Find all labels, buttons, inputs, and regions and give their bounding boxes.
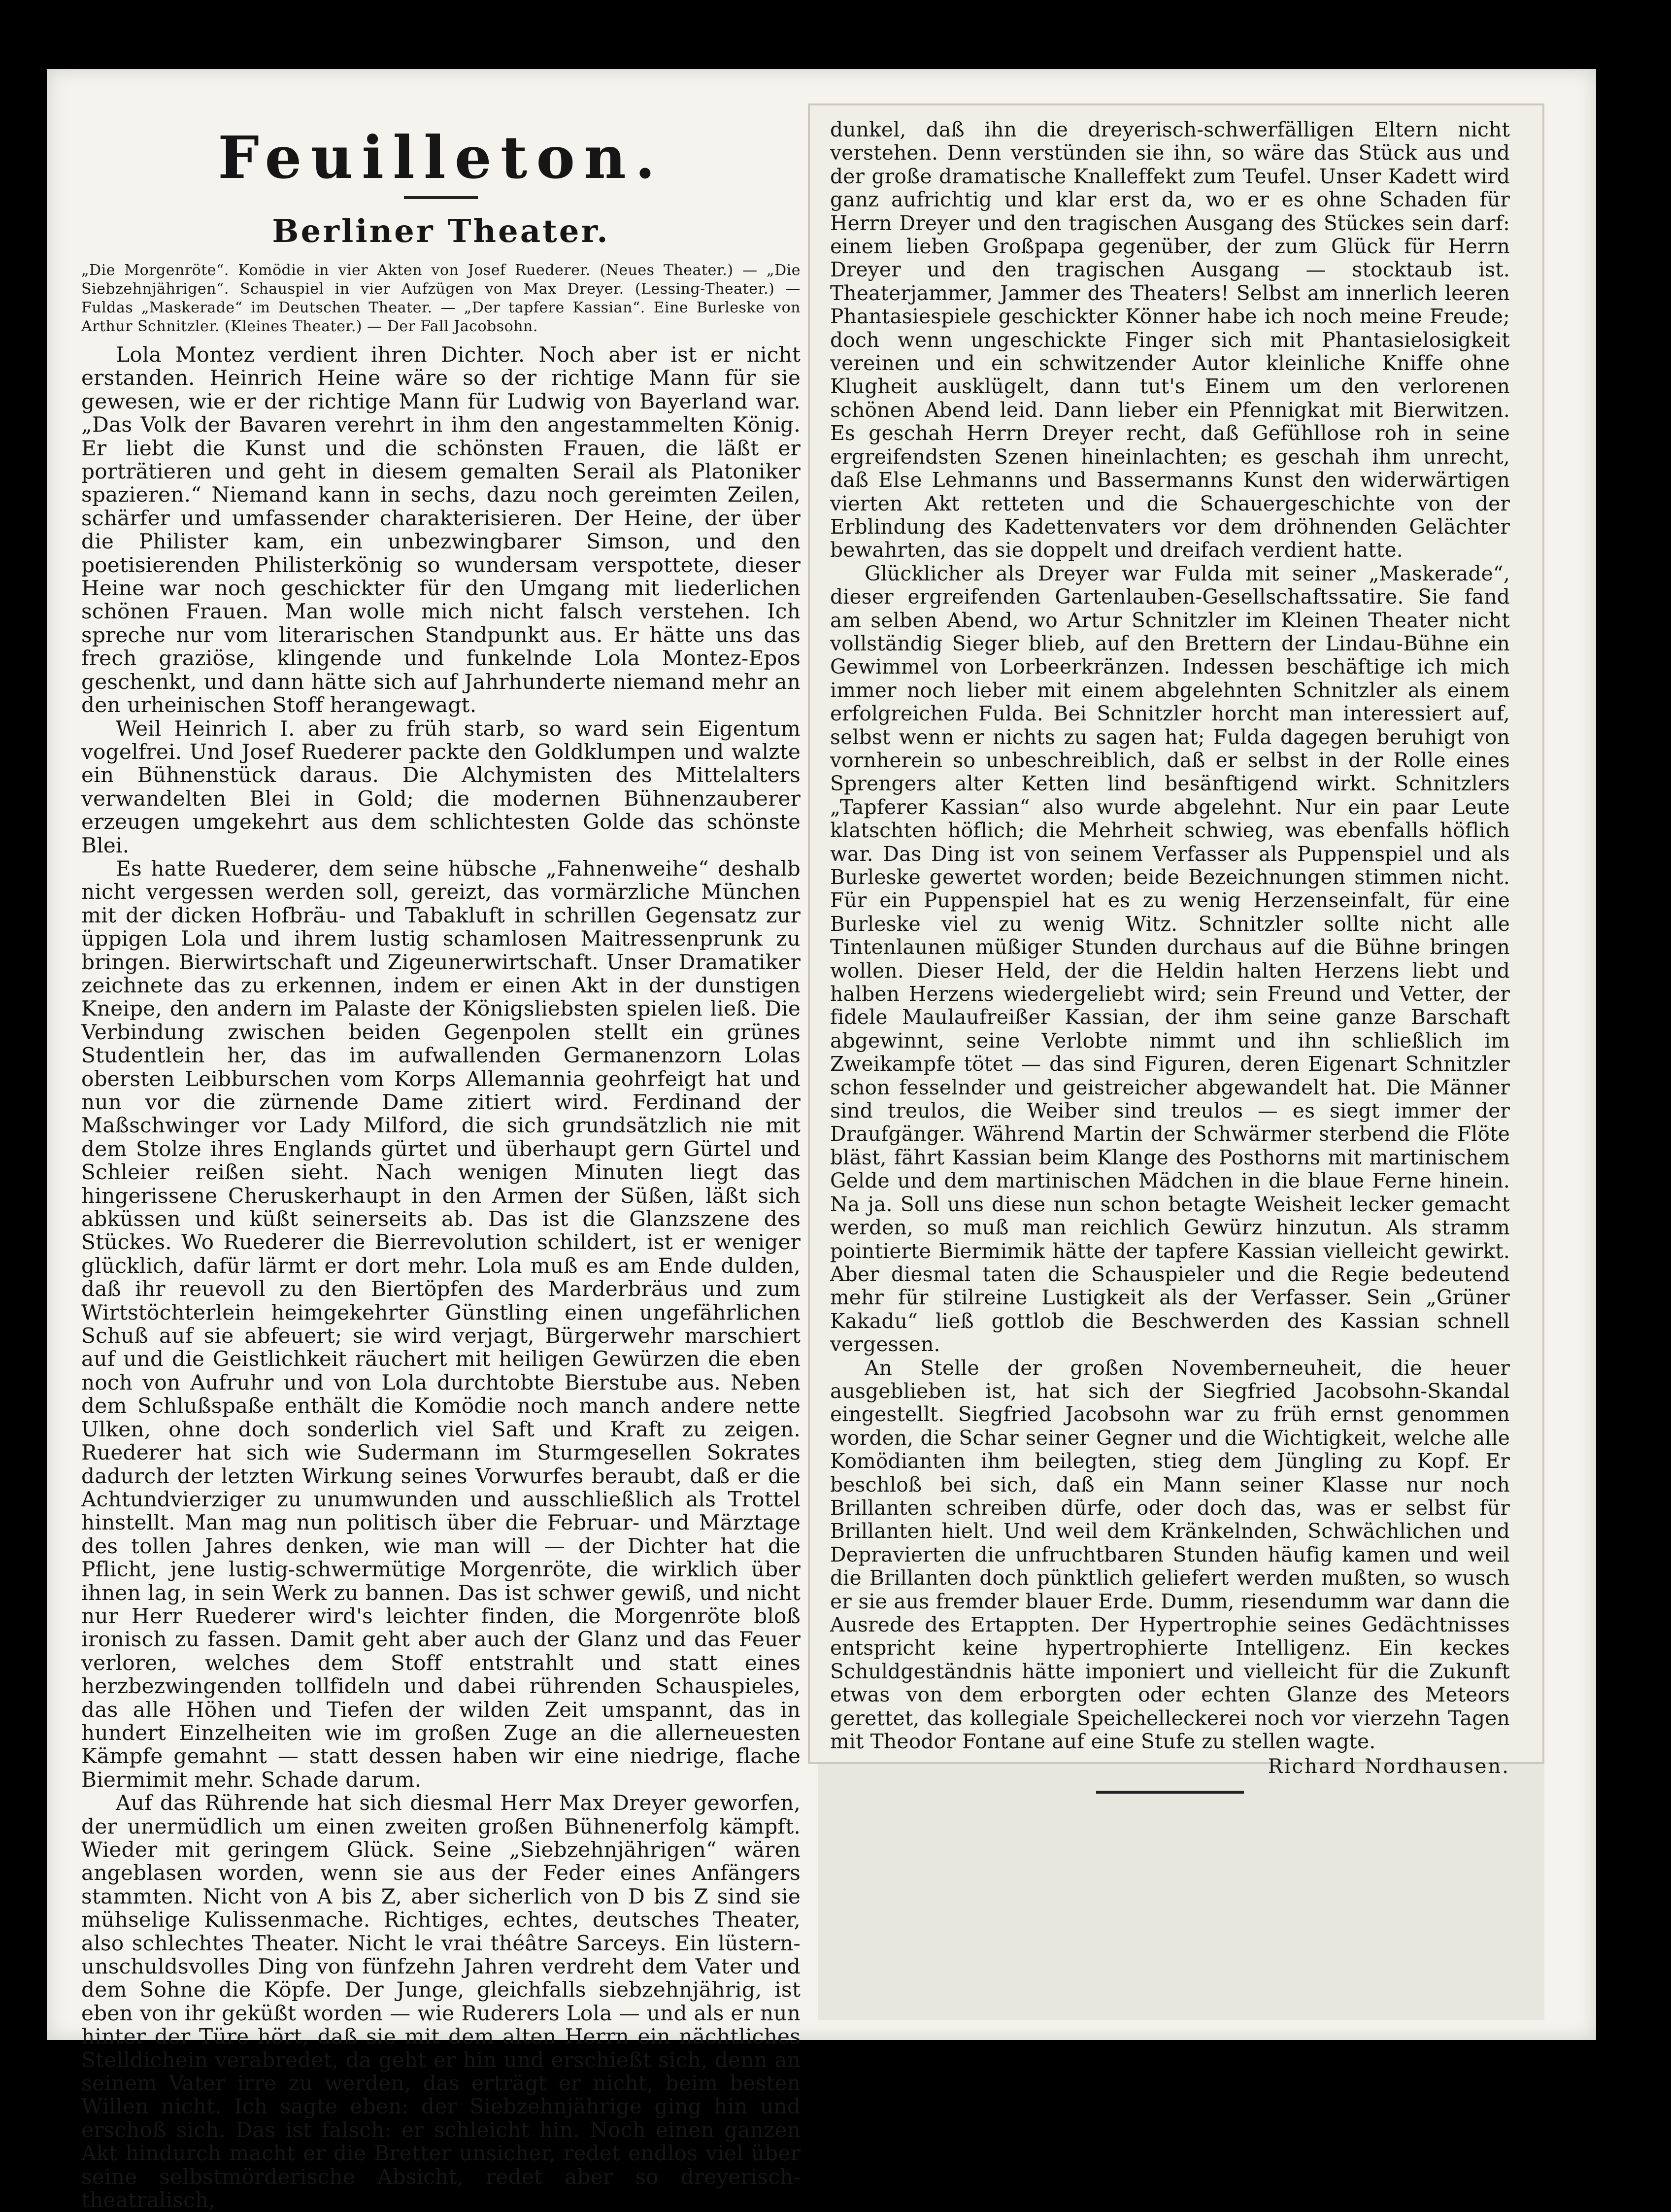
paragraph: Es hatte Ruederer, dem seine hübsche „Fahnenweihe“ deshalb nicht vergessen werden soll, gereizt, das vormärzliche München mit der dicken Hofbräu- und Tabakluft in schrillen Gegensatz zur üppigen Lola und ihrem lustig schamlosen Maitressenprunk zu bringen. Bierwirtschaft und Zigeunerwirtschaft. Unser Dramatiker zeichnete das zu erkennen, indem er einen Akt in der dunstigen Kneipe, den andern im Palaste der Königsliebsten spielen ließ. Die Verbindung zwischen beiden Gegenpolen stellt ein grünes Studentlein her, das im aufwallenden Germanenzorn Lolas obersten Leibburschen vom Korps Allemannia geohrfeigt hat und nun vor die zürnende Dame zitiert wird. Ferdinand der Maßschwinger vor Lady Milford, die sich grundsätzlich nie mit dem Stolze ihres Englands gürtet und überhaupt gern Gürtel und Schleier reißen sieht. Nach wenigen Minuten liegt das hingerissene Cheruskerhaupt in den Armen der Süßen, läßt sich abküssen und küßt seinerseits ab. Das ist die Glanzszene des Stückes. Wo Ruederer die Bierrevolution schildert, ist er weniger glücklich, dafür lärmt er dort mehr. Lola muß es am Ende dulden, daß ihr reuevoll zu den Biertöpfen des Marderbräus und zum Wirtstöchterlein heimgekehrter Günstling einen ungefährlichen Schuß auf sie abfeuert; sie wird verjagt, Bürgerwehr marschiert auf und die Geistlichkeit räuchert mit heiligen Gewürzen die eben noch von Aufruhr und von Lola durchtobte Bierstube aus. Neben dem Schlußspaße enthält die Komödie noch manch andere nette Ulken, ohne doch sonderlich viel Saft und Kraft zu zeigen. Ruederer hat sich wie Sudermann im Sturmgesellen Sokrates dadurch der letzten Wirkung seines Vorwurfes beraubt, daß er die Achtundvierziger zu unumwunden und ausschließlich als Trottel hinstellt. Man mag nun politisch über die Februar- und Märztage des tollen Jahres denken, wie man will — der Dichter hat die Pflicht, jene lustig-schwermütige Morgenröte, die wirklich über ihnen lag, in sein Werk zu bannen. Das ist schwer gewiß, und nicht nur Herr Ruederer wird's leichter finden, die Morgenröte bloß ironisch zu fassen. Damit geht aber auch der Glanz und das Feuer verloren, welches dem Stoff entstrahlt und statt eines herzbezwingenden tollfideln und dabei rührenden Schauspieles, das alle Höhen und Tiefen der wilden Zeit umspannt, das in hundert Einzelheiten wie im großen Zuge an die allerneuesten Kämpfe gemahnt — statt dessen haben wir eine niedrige, flache Biermimit mehr. Schade darum. (81, 856, 801, 1792)
paragraph: dunkel, daß ihn die dreyerisch-schwerfälligen Eltern nicht verstehen. Denn verstünden sie ihn, so wäre das Stück aus und der große dramatische Knalleffekt zum Teufel. Unser Kadett wird ganz aufrichtig und klar erst da, wo er es ohne Schaden für Herrn Dreyer und den tragischen Ausgang des Stückes sein darf: einem lieben Großpapa gegenüber, der zum Glück für Herrn Dreyer und den tragischen Ausgang — stocktaub ist. Theaterjammer, Jammer des Theaters! Selbst am innerlich leeren Phantasiespiele geschickter Könner habe ich noch meine Freude; doch wenn ungeschickte Finger sich mit Phantasielosigkeit vereinen und ein schwitzender Autor kleinliche Kniffe ohne Klugheit ausklügelt, dann tut's Einem um den verlorenen schönen Abend leid. Dann lieber ein Pfennigkat mit Bierwitzen. Es geschah Herrn Dreyer recht, daß Gefühllose roh in seine ergreifendsten Szenen hineinlachten; es geschah ihm unrecht, daß Else Lehmanns und Bassermanns Kunst den widerwärtigen vierten Akt retteten und die Schauergeschichte von der Erblindung des Kadettenvaters vor dem dröhnenden Gelächter bewahrten, das sie doppelt und dreifach verdient hatte. (830, 118, 1510, 562)
masthead-rule (404, 196, 478, 199)
masthead: Feuilleton. (218, 123, 664, 192)
paragraph: Weil Heinrich I. aber zu früh starb, so ward sein Eigentum vogelfrei. Und Josef Ruederer packte den Goldklumpen und walzte ein Bühnenstück daraus. Die Alchymisten des Mittelalters verwandelten Blei in Gold; die modernen Bühnenzauberer erzeugen umgekehrt aus dem schlichtesten Golde das schönste Blei. (81, 716, 801, 857)
article-subhead: „Die Morgenröte“. Komödie in vier Akten von Josef Ruederer. (Neues Theater.) — „Die Siebzehnjährigen“. Schauspiel in vier Aufzügen von Max Dreyer. (Lessing-Theater.) — Fuldas „Maskerade“ im Deutschen Theater. — „Der tapfere Kassian“. Eine Burleske von Arthur Schnitzler. (Kleines Theater.) — Der Fall Jacobsohn. (81, 262, 801, 335)
section-heading: Berliner Theater. (272, 213, 610, 250)
right-column (830, 118, 1510, 1794)
left-column (81, 123, 801, 2212)
author-signature: Richard Nordhausen. (1268, 1755, 1510, 1778)
paragraph: Auf das Rührende hat sich diesmal Herr Max Dreyer geworfen, der unermüdlich um einen zweiten großen Bühnenerfolg kämpft. Wieder mit geringem Glück. Seine „Siebzehnjährigen“ wären angeblasen worden, wenn sie aus der Feder eines Anfängers stammten. Nicht von A bis Z, aber sicherlich von D bis Z sind sie mühselige Kulissenmache. Richtiges, echtes, deutsches Theater, also schlechtes Theater. Nicht le vrai théâtre Sarceys. Ein lüstern-unschuldsvolles Ding von fünfzehn Jahren verdreht dem Vater und dem Sohne die Köpfe. Der Junge, gleichfalls siebzehnjährig, ist eben von ihr geküßt worden — wie Ruderers Lola — und als er nun hinter der Türe hört, daß sie mit dem alten Herrn ein nächtliches Stelldichein verabredet, da geht er hin und erschießt sich, denn an seinem Vater irre zu werden, das erträgt er nicht, beim besten Willen nicht. Ich sagte eben: der Siebzehnjährige ging hin und erschoß sich. Das ist falsch: er schleicht hin. Noch einen ganzen Akt hindurch macht er die Bretter unsicher, redet endlos viel über seine selbstmörderische Absicht, redet aber so dreyerisch-theatralisch, (81, 1791, 801, 2212)
paragraph: Glücklicher als Dreyer war Fulda mit seiner „Maskerade“, dieser ergreifenden Gartenlauben-Gesellschaftssatire. Sie fand am selben Abend, wo Artur Schnitzler im Kleinen Theater nicht vollständig Sieger blieb, auf den Brettern der Lindau-Bühne ein Gewimmel von Lorbeerkränzen. Indessen beschäftige ich mich immer noch lieber mit einem abgelehnten Schnitzler als einem erfolgreichen Fulda. Bei Schnitzler horcht man interessiert auf, selbst wenn er nichts zu sagen hat; Fulda dagegen beruhigt von vornherein so unbeschreiblich, daß er selbst in der Rolle eines Sprengers alter Ketten lind besänftigend wirkt. Schnitzlers „Tapferer Kassian“ also wurde abgelehnt. Nur ein paar Leute klatschten höflich; die Mehrheit schwieg, was ebenfalls höflich war. Das Ding ist von seinem Verfasser als Puppenspiel und als Burleske gewertet worden; beide Bezeichnungen stimmen nicht. Für ein Puppenspiel hat es zu wenig Herzenseinfalt, für eine Burleske viel zu wenig Witz. Schnitzler sollte nicht alle Tintenlaunen müßiger Stunden durchaus auf die Bühne bringen wollen. Dieser Held, der die Heldin halten Herzens liebt und halben Herzens wiedergeliebt wird; sein Freund und Vetter, der fidele Maulaufreißer Kassian, der ihm seine ganze Barschaft abgewinnt, seine Verlobte nimmt und ihn schließlich im Zweikampfe tötet — das sind Figuren, deren Eigenart Schnitzler schon fesselnder und geistreicher abgewandelt hat. Die Männer sind treulos, die Weiber sind treulos — es siegt immer der Draufgänger. Während Martin der Schwärmer sterbend die Flöte bläst, fährt Kassian beim Klange des Posthorns mit martinischem Gelde und dem martinischen Mädchen in die blaue Ferne hinein. Na ja. Soll uns diese nun schon betagte Weisheit lecker gemacht werden, so muß man reichlich Gewürz hinzutun. Als stramm pointierte Biermimik hätte der tapfere Kassian vielleicht gewirkt. Aber diesmal taten die Schauspieler und die Regie bedeutend mehr für stilreine Lustigkeit als der Verfasser. Sein „Grüner Kakadu“ ließ gottlob die Beschwerden des Kassian schnell vergessen. (830, 561, 1510, 1357)
end-rule (1096, 1791, 1244, 1794)
paragraph: Lola Montez verdient ihren Dichter. Noch aber ist er nicht erstanden. Heinrich Heine wäre so der richtige Mann für sie gewesen, wie er der richtige Mann für Ludwig von Bayerland war. „Das Volk der Bavaren verehrt in ihm den angestammelten König. Er liebt die Kunst und die schönsten Frauen, die läßt er porträtieren und geht in diesem gemalten Serail als Platoniker spazieren.“ Niemand kann in sechs, dazu noch gereimten Zeilen, schärfer und umfassender charakterisieren. Der Heine, der über die Philister kam, ein unbezwingbarer Simson, und den poetisierenden Philisterkönig so wundersam verspottete, dieser Heine war noch geschickter für den Umgang mit liederlichen schönen Frauen. Man wolle mich nicht falsch verstehen. Ich spreche nur vom literarischen Standpunkt aus. Er hätte uns das frech graziöse, klingende und funkelnde Lola Montez-Epos geschenkt, und dann hätte sich auf Jahrhunderte niemand mehr an den urheinischen Stoff herangewagt. (81, 342, 801, 717)
newspaper-page (47, 69, 1596, 2212)
paragraph: An Stelle der großen Novemberneuheit, die heuer ausgeblieben ist, hat sich der Siegfried Jacobsohn-Skandal eingestellt. Siegfried Jacobsohn war zu früh ernst genommen worden, die Schar seiner Gegner und die Wichtigkeit, welche alle Komödianten ihm beilegten, stieg dem Jüngling zu Kopf. Er beschloß bei sich, daß ein Mann seiner Klasse nur noch Brillanten schreiben dürfe, oder doch das, was er selbst für Brillanten hielt. Und weil dem Kränkelnden, Schwächlichen und Depravierten die unfruchtbaren Stunden häufig kamen und weil die Brillanten doch pünktlich geliefert werden mußten, so wusch er sie aus fremder blauer Erde. Dumm, riesendumm war dann die Ausrede des Ertappten. Der Hypertrophie seines Gedächtnisses entspricht keine hypertrophierte Intelligenz. Ein keckes Schuldgeständnis hätte imponiert und vielleicht für die Zukunft etwas von dem erborgten oder echten Glanze des Meteors gerettet, das kollegiale Speichelleckerei noch vor vierzehn Tagen mit Theodor Fontane auf eine Stufe zu stellen wagte. (830, 1356, 1510, 1754)
clipping-shadow (818, 1764, 1544, 2020)
